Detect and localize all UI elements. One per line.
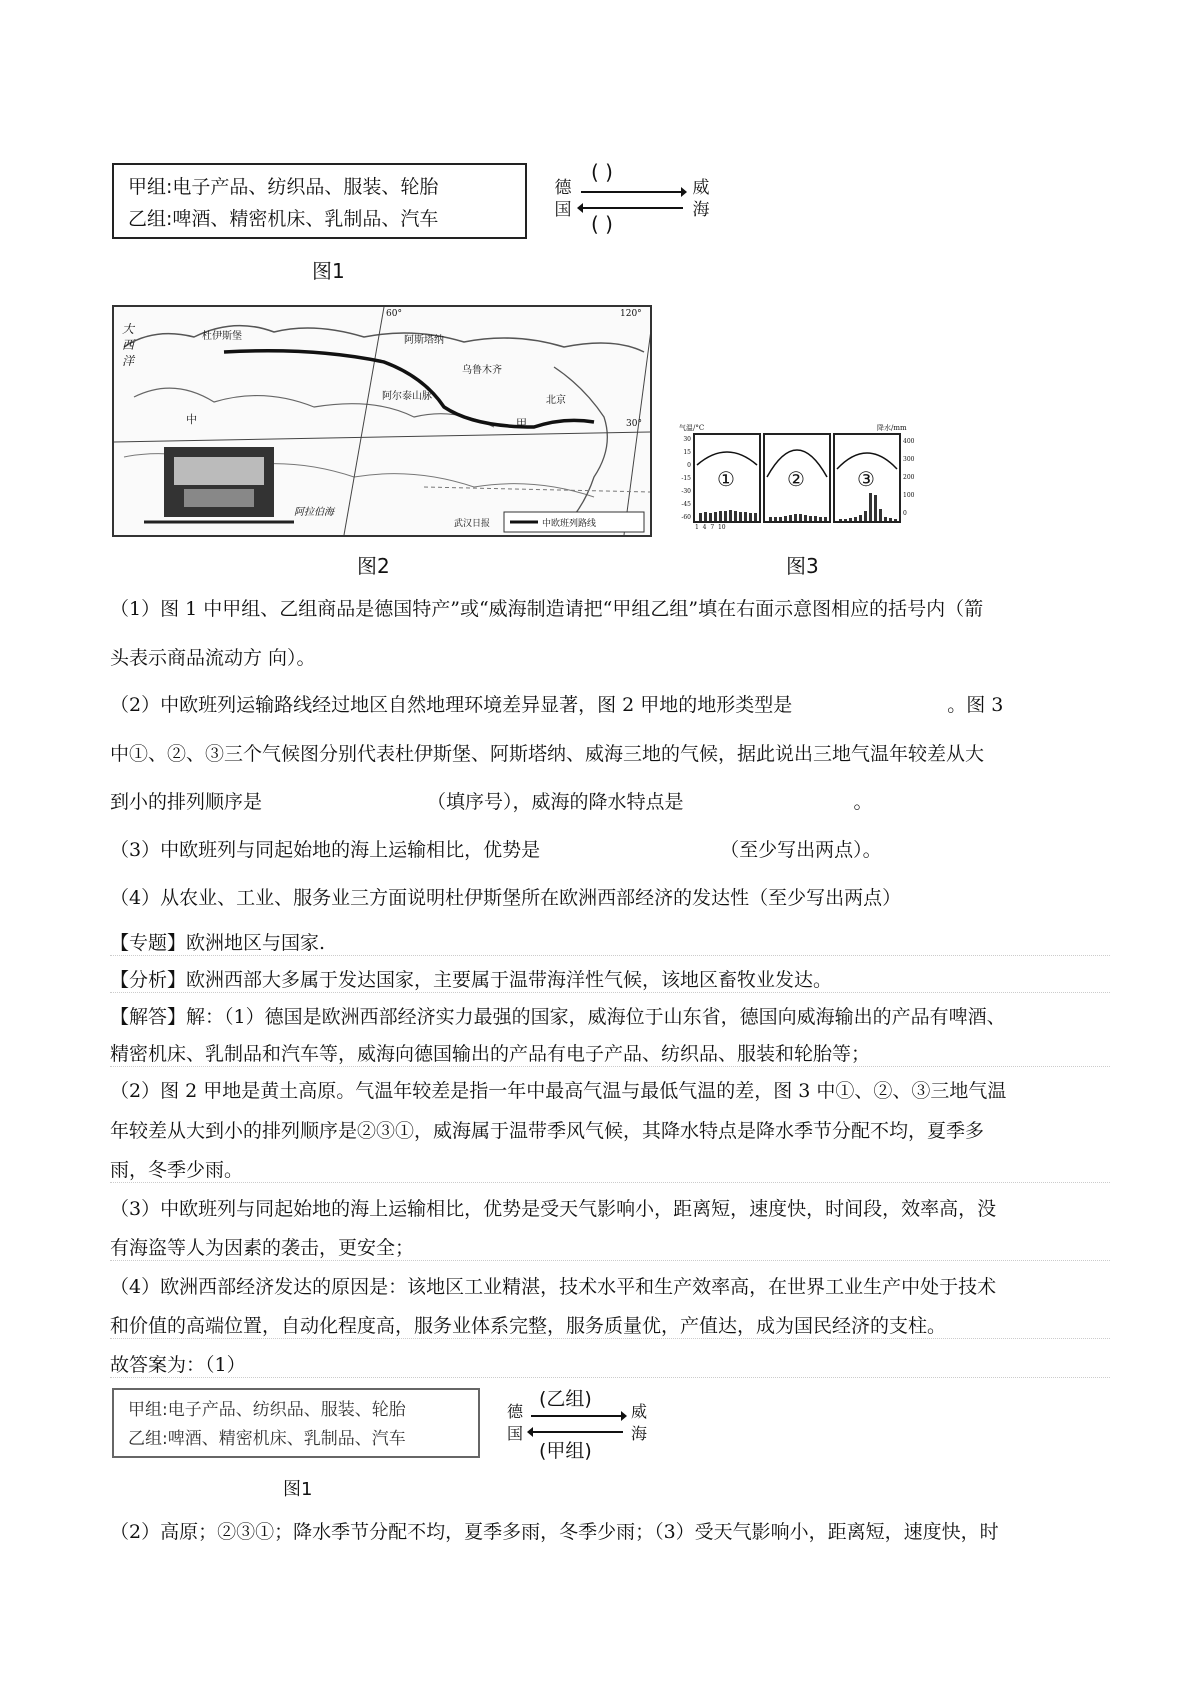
- precip-ticks: 400 300 200 100 0: [903, 438, 915, 517]
- duisburg-label: 杜伊斯堡: [202, 331, 242, 342]
- answer-solution-l5: 雨，冬季少雨。: [110, 1158, 1110, 1183]
- question-4: （4）从农业、工业、服务业三方面说明杜伊斯堡所在欧洲西部经济的发达性（至少写出两点）: [110, 887, 902, 909]
- answer-topic: 【专题】欧洲地区与国家.: [110, 931, 1110, 956]
- answer-solution-l9: 和价值的高端位置，自动化程度高，服务业体系完整，服务质量优，产值达，成为国民经济的支柱。: [110, 1314, 1110, 1339]
- figure3-climate-charts: [677, 423, 922, 533]
- temp-axis-label: 气温/°C: [679, 424, 705, 432]
- answer-top-group: (乙组): [539, 1388, 592, 1410]
- answer-solution-l3: （2）图 2 甲地是黄土高原。气温年较差是指一年中最高气温与最低气温的差，图 3 中①、②、③三地气温: [110, 1080, 1007, 1102]
- figure3-caption: 图3: [786, 554, 819, 578]
- arabian-sea-label: 阿拉伯海: [294, 507, 334, 518]
- answer-solution-l2: 精密机床、乳制品和汽车等，威海向德国输出的产品有电子产品、纺织品、服装和轮胎等；: [110, 1042, 1110, 1067]
- answer-solution-l6: （3）中欧班列与同起始地的海上运输相比，优势是受天气影响小，距离短，速度快，时间段，效率高，没: [110, 1198, 997, 1220]
- jia-label: 甲: [516, 417, 527, 430]
- urumqi-label: 乌鲁木齐: [462, 365, 502, 376]
- answer-analysis: 【分析】欧洲西部大多属于发达国家，主要属于温带海洋性气候，该地区畜牧业发达。: [110, 968, 1110, 993]
- blank-top: ( ): [591, 160, 613, 184]
- question-1-line2: 头表示商品流动方 向）。: [110, 647, 316, 669]
- group-jia-text: 甲组:电子产品、纺织品、服装、轮胎: [128, 176, 439, 198]
- answer-germany-label: 德 国: [506, 1402, 523, 1443]
- sea-label: 中: [186, 413, 197, 426]
- question-2-line3: 到小的排列顺序是 （填序号），威海的降水特点是 。: [110, 791, 873, 813]
- answer-solution-l1: 【解答】解：（1）德国是欧洲西部经济实力最强的国家，威海位于山东省，德国向威海输出的产品有啤酒、: [110, 1006, 1006, 1028]
- panel-3-label: ③: [857, 467, 875, 491]
- figure1-trade-diagram: [553, 160, 713, 240]
- beijing-label: 北京: [546, 395, 566, 406]
- panel-1-label: ①: [717, 467, 735, 491]
- panel-2-label: ②: [787, 467, 805, 491]
- route-legend-label: 中欧班列路线: [542, 519, 597, 529]
- ocean-label: 大 西 洋: [122, 322, 135, 368]
- lon60-label: 60°: [386, 309, 402, 319]
- figure2-caption: 图2: [357, 554, 390, 578]
- astana-label: 阿斯塔纳: [404, 335, 444, 346]
- answer-weihai-label: 威 海: [630, 1402, 647, 1443]
- answer-solution-l4: 年较差从大到小的排列顺序是②③①，威海属于温带季风气候，其降水特点是降水季节分配不均，夏季多: [110, 1120, 985, 1142]
- answer-final-intro: 故答案为：（1）: [110, 1353, 1110, 1378]
- figure1-caption: 图1: [312, 259, 345, 283]
- answer-final-line: （2）高原；②③①；降水季节分配不均，夏季多雨，冬季少雨；（3）受天气影响小，距离短，速度快，时: [110, 1521, 999, 1543]
- mountains-label: 阿尔泰山脉: [382, 391, 432, 402]
- question-2-line1: （2）中欧班列运输路线经过地区自然地理环境差异显著，图 2 甲地的地形类型是 。图 3: [110, 694, 1004, 716]
- answer-trade-arrows: [527, 1411, 627, 1439]
- answer-bottom-group: (甲组): [539, 1440, 592, 1462]
- month-ticks: 1 4 7 10: [695, 524, 726, 531]
- answer-solution-l7: 有海盗等人为因素的袭击，更安全；: [110, 1236, 1110, 1261]
- answer-group-yi-text: 乙组:啤酒、精密机床、乳制品、汽车: [128, 1429, 406, 1449]
- credit-label: 武汉日报: [454, 519, 491, 529]
- answer-figure1-caption: 图1: [283, 1479, 313, 1500]
- question-1-line1: （1）图 1 中甲组、乙组商品是德国特产”或“威海制造请把“甲组乙组”填在右面示意图相应的括号内（箭: [110, 598, 984, 620]
- weihai-label: 威 海: [692, 178, 710, 220]
- figure2-map: [112, 305, 652, 537]
- precip-axis-label: 降水/mm: [877, 424, 907, 432]
- group-yi-text: 乙组:啤酒、精密机床、乳制品、汽车: [128, 208, 439, 230]
- temp-ticks: 30 15 0 -15 -30 -45 -60: [681, 436, 691, 521]
- answer-goods-box: [112, 1388, 480, 1458]
- question-3: （3）中欧班列与同起始地的海上运输相比，优势是 （至少写出两点）。: [110, 839, 882, 861]
- blank-bottom: ( ): [591, 212, 613, 236]
- lat30-label: 30°: [626, 419, 642, 429]
- question-2-line2: 中①、②、③三个气候图分别代表杜伊斯堡、阿斯塔纳、威海三地的气候，据此说出三地气温年较差从大: [110, 743, 985, 765]
- lon120-label: 120°: [620, 309, 642, 319]
- germany-label: 德 国: [554, 178, 572, 220]
- figure1-goods-box: [112, 163, 527, 239]
- answer-group-jia-text: 甲组:电子产品、纺织品、服装、轮胎: [128, 1400, 406, 1420]
- answer-trade-diagram: [505, 1384, 650, 1464]
- answer-solution-l8: （4）欧洲西部经济发达的原因是：该地区工业精湛，技术水平和生产效率高，在世界工业生产中处于技术: [110, 1276, 997, 1298]
